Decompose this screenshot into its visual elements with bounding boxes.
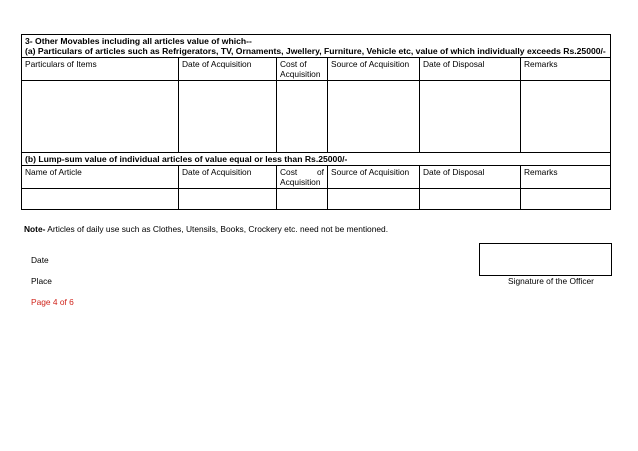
place-label: Place: [31, 276, 52, 286]
col-source-of-acquisition: Source of Acquisition: [328, 58, 420, 81]
entry-cell[interactable]: [22, 189, 179, 210]
part-b-header-row: [22, 166, 611, 189]
col-date-of-acquisition: Date of Acquisition: [179, 58, 277, 81]
section-3-header: [22, 35, 611, 58]
date-label: Date: [31, 255, 49, 265]
entry-cell[interactable]: [179, 189, 277, 210]
col-source-of-acquisition: Source of Acquisition: [328, 166, 420, 189]
note-text: [24, 224, 388, 234]
entry-cell[interactable]: [277, 81, 328, 153]
entry-cell[interactable]: [22, 81, 179, 153]
entry-cell[interactable]: [328, 189, 420, 210]
movables-table: [21, 34, 611, 210]
col-name-of-article: Name of Article: [22, 166, 179, 189]
entry-cell[interactable]: [521, 189, 611, 210]
col-date-of-disposal: Date of Disposal: [420, 166, 521, 189]
entry-cell[interactable]: [277, 189, 328, 210]
signature-label: Signature of the Officer: [508, 276, 594, 286]
col-date-of-disposal: Date of Disposal: [420, 58, 521, 81]
part-b-entry-row: [22, 189, 611, 210]
entry-cell[interactable]: [328, 81, 420, 153]
cost-line-2: Acquisition: [280, 69, 321, 79]
cost-line-1: Cost of: [280, 59, 307, 69]
note-label: Note-: [24, 224, 46, 234]
entry-cell[interactable]: [179, 81, 277, 153]
signature-box[interactable]: [479, 243, 612, 276]
col-remarks: Remarks: [521, 58, 611, 81]
cost-word-1: Cost: [280, 167, 298, 177]
col-remarks: Remarks: [521, 166, 611, 189]
cost-line-2: Acquisition: [280, 177, 321, 187]
part-a-entry-row: [22, 81, 611, 153]
cost-word-2: of: [317, 167, 324, 177]
entry-cell[interactable]: [521, 81, 611, 153]
entry-cell[interactable]: [420, 81, 521, 153]
part-a-heading: (a) Particulars of articles such as Refrigerators, TV, Ornaments, Jwellery, Furniture, Vehicle etc, value of which individually exceeds Rs.25000/-: [25, 46, 606, 56]
col-particulars-of-items: Particulars of Items: [22, 58, 179, 81]
part-b-heading: (b) Lump-sum value of individual articles of value equal or less than Rs.25000/-: [22, 153, 611, 166]
section-3-title: 3- Other Movables including all articles value of which--: [25, 36, 252, 46]
entry-cell[interactable]: [420, 189, 521, 210]
note-body: Articles of daily use such as Clothes, Utensils, Books, Crockery etc. need not be mentioned.: [45, 224, 389, 234]
part-a-header-row: [22, 58, 611, 81]
page-number: Page 4 of 6: [31, 297, 74, 307]
col-date-of-acquisition: Date of Acquisition: [179, 166, 277, 189]
col-cost-of-acquisition: [277, 166, 328, 189]
col-cost-of-acquisition: [277, 58, 328, 81]
